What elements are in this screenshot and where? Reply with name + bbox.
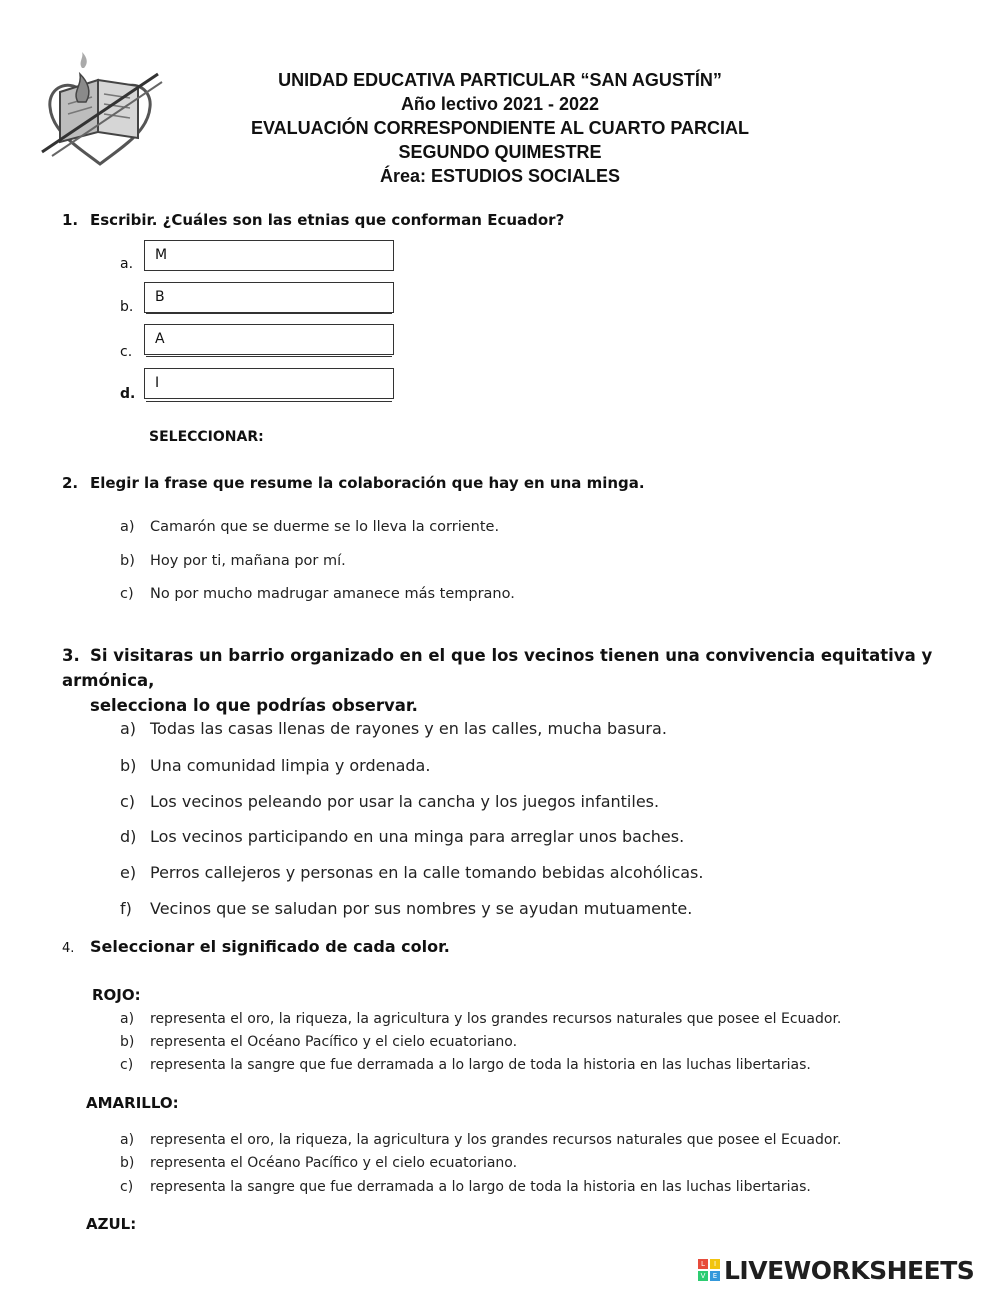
- question-3: [62, 643, 942, 718]
- question-2: [62, 473, 645, 493]
- question-3-option-e[interactable]: e) Perros callejeros y personas en la calle tomando bebidas alcohólicas.: [120, 863, 704, 882]
- answer-input-a[interactable]: M: [144, 240, 394, 271]
- liveworksheets-logo: [698, 1255, 974, 1285]
- amarillo-option-b[interactable]: b) representa el Océano Pacífico y el cielo ecuatoriano.: [120, 1155, 518, 1171]
- answer-line-c: [146, 356, 392, 357]
- question-2-option-b[interactable]: b) Hoy por ti, mañana por mí.: [120, 553, 346, 569]
- question-3-number: 3.: [62, 646, 80, 665]
- question-3-option-a[interactable]: a) Todas las casas llenas de rayones y en las calles, mucha basura.: [120, 719, 667, 738]
- liveworksheets-blocks-icon: [698, 1259, 720, 1281]
- answer-label-a: a.: [120, 256, 134, 272]
- brand-block-e: E: [710, 1271, 720, 1281]
- brand-block-v: V: [698, 1271, 708, 1281]
- answer-label-b: b.: [120, 299, 134, 315]
- question-3-line-1: Si visitaras un barrio organizado en el que los vecinos tienen una convivencia equitativa y armónica,: [62, 646, 933, 690]
- answer-label-d: d.: [120, 386, 136, 402]
- answer-input-c[interactable]: A: [144, 324, 394, 355]
- evaluation-title: EVALUACIÓN CORRESPONDIENTE AL CUARTO PARCIAL: [250, 118, 750, 138]
- area-title: Área: ESTUDIOS SOCIALES: [379, 166, 621, 186]
- question-1-text: Escribir. ¿Cuáles son las etnias que conforman Ecuador?: [90, 211, 565, 229]
- school-logo: [38, 52, 168, 172]
- question-3-line-2: selecciona lo que podrías observar.: [90, 696, 418, 715]
- answer-input-b[interactable]: B: [144, 282, 394, 313]
- school-name: UNIDAD EDUCATIVA PARTICULAR “SAN AGUSTÍN”: [278, 70, 722, 90]
- answer-label-c: c.: [120, 344, 133, 360]
- question-2-option-a[interactable]: a) Camarón que se duerme se lo lleva la corriente.: [120, 519, 500, 535]
- answer-input-d[interactable]: I: [144, 368, 394, 399]
- question-1: [62, 210, 564, 230]
- question-3-option-d[interactable]: d) Los vecinos participando en una minga para arreglar unos baches.: [120, 827, 685, 846]
- amarillo-option-c[interactable]: c) representa la sangre que fue derramada a lo largo de toda la historia en las luchas libertarias.: [120, 1179, 811, 1195]
- rojo-option-b[interactable]: b) representa el Océano Pacífico y el cielo ecuatoriano.: [120, 1034, 518, 1050]
- amarillo-option-a[interactable]: a) representa el oro, la riqueza, la agricultura y los grandes recursos naturales que posee el Ecuador.: [120, 1132, 842, 1148]
- brand-block-l: L: [698, 1259, 708, 1269]
- question-2-option-c[interactable]: c) No por mucho madrugar amanece más temprano.: [120, 586, 515, 602]
- question-4-number: 4.: [62, 941, 75, 956]
- answer-line-b: [146, 313, 392, 314]
- select-label: SELECCIONAR:: [149, 429, 264, 445]
- question-2-number: 2.: [62, 474, 79, 492]
- rojo-option-c[interactable]: c) representa la sangre que fue derramada a lo largo de toda la historia en las luchas libertarias.: [120, 1057, 811, 1073]
- liveworksheets-brand-text: LIVEWORKSHEETS: [724, 1255, 975, 1285]
- answer-line-d: [146, 401, 392, 402]
- question-4: [62, 937, 450, 956]
- question-4-text: Seleccionar el significado de cada color.: [90, 937, 450, 956]
- brand-block-i: I: [710, 1259, 720, 1269]
- question-3-option-c[interactable]: c) Los vecinos peleando por usar la cancha y los juegos infantiles.: [120, 792, 660, 811]
- question-1-number: 1.: [62, 211, 79, 229]
- rojo-title: ROJO:: [92, 986, 141, 1004]
- rojo-option-a[interactable]: a) representa el oro, la riqueza, la agricultura y los grandes recursos naturales que posee el Ecuador.: [120, 1011, 842, 1027]
- school-year: Año lectivo 2021 - 2022: [400, 94, 600, 114]
- question-3-option-f[interactable]: f) Vecinos que se saludan por sus nombres y se ayudan mutuamente.: [120, 899, 693, 918]
- question-3-option-b[interactable]: b) Una comunidad limpia y ordenada.: [120, 756, 431, 775]
- question-2-text: Elegir la frase que resume la colaboración que hay en una minga.: [90, 474, 645, 492]
- amarillo-title: AMARILLO:: [86, 1094, 179, 1112]
- azul-title: AZUL:: [86, 1215, 137, 1233]
- quimestre-title: SEGUNDO QUIMESTRE: [398, 142, 602, 162]
